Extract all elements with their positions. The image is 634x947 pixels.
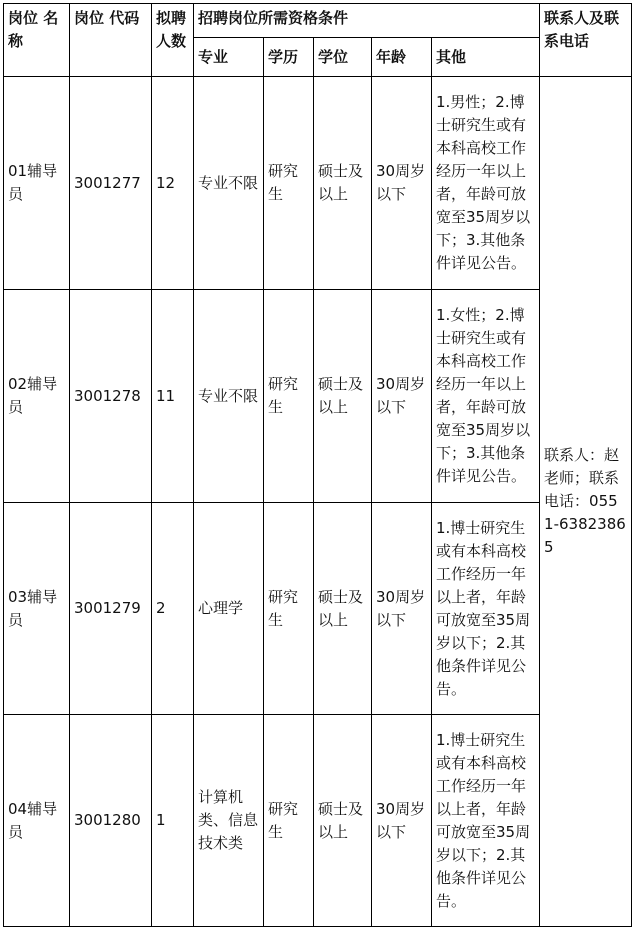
cell-age: 30周岁以下 (372, 715, 432, 927)
cell-quota: 2 (152, 503, 194, 715)
table-row (4, 715, 632, 927)
cell-other: 1.博士研究生或有本科高校工作经历一年以上者，年龄可放宽至35周岁以下；2.其他条件详见公告。 (432, 715, 540, 927)
cell-post-code: 3001279 (70, 503, 152, 715)
header-education: 学历 (264, 38, 314, 77)
cell-post-name: 01辅导员 (4, 77, 70, 290)
cell-post-code: 3001280 (70, 715, 152, 927)
header-contact: 联系人及联系电话 (540, 4, 632, 77)
cell-age: 30周岁以下 (372, 503, 432, 715)
cell-post-code: 3001278 (70, 290, 152, 503)
header-quota: 拟聘人数 (152, 4, 194, 77)
cell-degree: 硕士及以上 (314, 715, 372, 927)
cell-degree: 硕士及以上 (314, 503, 372, 715)
cell-post-name: 03辅导员 (4, 503, 70, 715)
cell-major: 心理学 (194, 503, 264, 715)
cell-education: 研究生 (264, 503, 314, 715)
header-other: 其他 (432, 38, 540, 77)
cell-quota: 1 (152, 715, 194, 927)
header-post-name: 岗位 名称 (4, 4, 70, 77)
cell-post-name: 04辅导员 (4, 715, 70, 927)
header-major: 专业 (194, 38, 264, 77)
table-row (4, 503, 632, 715)
table-row (4, 290, 632, 503)
header-degree: 学位 (314, 38, 372, 77)
cell-degree: 硕士及以上 (314, 290, 372, 503)
cell-contact: 联系人：赵老师；联系电话：0551-63823865 (540, 77, 632, 927)
cell-major: 计算机类、信息技术类 (194, 715, 264, 927)
recruitment-table (3, 3, 632, 927)
cell-degree: 硕士及以上 (314, 77, 372, 290)
cell-other: 1.男性；2.博士研究生或有本科高校工作经历一年以上者，年龄可放宽至35周岁以下；3.其他条件详见公告。 (432, 77, 540, 290)
cell-other: 1.博士研究生或有本科高校工作经历一年以上者，年龄可放宽至35周岁以下；2.其他条件详见公告。 (432, 503, 540, 715)
cell-education: 研究生 (264, 715, 314, 927)
cell-major: 专业不限 (194, 290, 264, 503)
header-post-code: 岗位 代码 (70, 4, 152, 77)
cell-quota: 12 (152, 77, 194, 290)
table-body (4, 77, 632, 927)
header-age: 年龄 (372, 38, 432, 77)
cell-age: 30周岁以下 (372, 290, 432, 503)
cell-education: 研究生 (264, 77, 314, 290)
cell-education: 研究生 (264, 290, 314, 503)
cell-age: 30周岁以下 (372, 77, 432, 290)
cell-post-name: 02辅导员 (4, 290, 70, 503)
table-header (4, 4, 632, 77)
cell-quota: 11 (152, 290, 194, 503)
cell-major: 专业不限 (194, 77, 264, 290)
cell-post-code: 3001277 (70, 77, 152, 290)
header-conditions: 招聘岗位所需资格条件 (194, 4, 540, 38)
table-row (4, 77, 632, 290)
cell-other: 1.女性；2.博士研究生或有本科高校工作经历一年以上者，年龄可放宽至35周岁以下；3.其他条件详见公告。 (432, 290, 540, 503)
